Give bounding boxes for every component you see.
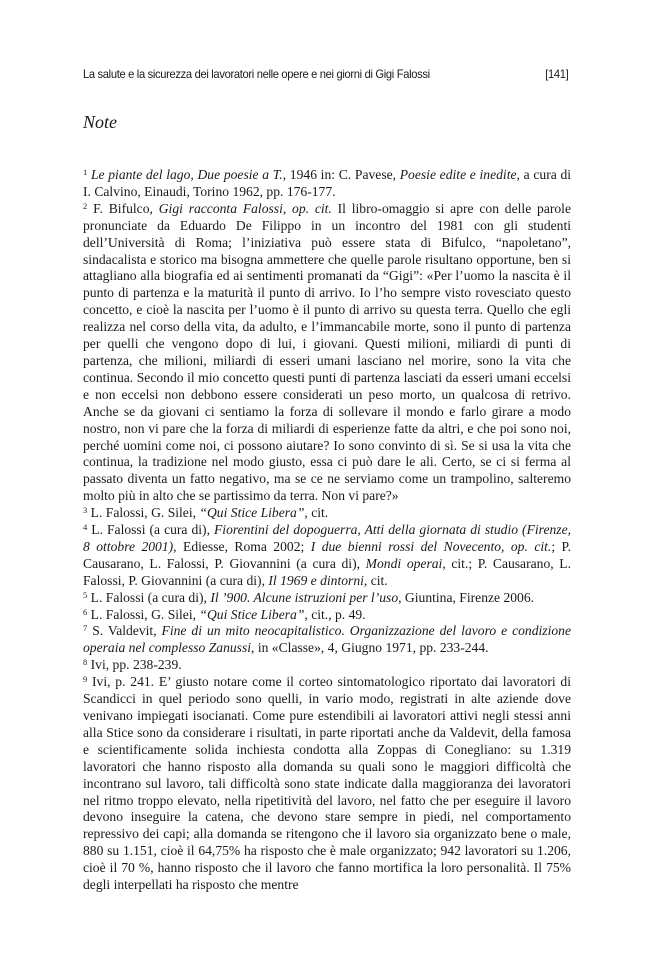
footnote-text: , cit. (363, 572, 388, 588)
footnote (83, 505, 571, 522)
footnote-text: , a cura di I. Calvino, Einaudi, Torino 1962, pp. 176-177. (83, 167, 572, 199)
footnote (83, 590, 571, 607)
footnote-number: 5 (83, 589, 88, 600)
footnote-text: L. Falossi, G. Silei, (90, 606, 200, 622)
footnote-text: L. Falossi (a cura di), (91, 522, 214, 538)
running-header (83, 67, 569, 83)
footnote-number: 8 (83, 657, 88, 668)
footnote (83, 674, 571, 894)
section-title: Note (83, 112, 117, 132)
footnote (83, 607, 571, 624)
footnote (83, 201, 571, 505)
footnote-text: , cit., p. 49. (304, 606, 366, 622)
footnote-italic-text: “Qui Stice Libera” (199, 606, 305, 622)
running-title: La salute e la sicurezza dei lavoratori nelle opere e nei giorni di Gigi Falossi (83, 67, 430, 81)
footnote-italic-text: Poesie edite e inedite (399, 167, 517, 182)
footnote-text: ; P. Causarano, L. Falossi, P. Giovannini (a cura di), (83, 538, 571, 571)
footnote-text: , cit.; P. Causarano, L. Falossi, P. Giovannini (a cura di), (83, 555, 571, 588)
footnote-italic-text: Le piante del lago, Due poesie a T. (90, 167, 283, 182)
footnote (83, 623, 571, 657)
footnote-text: Il libro-omaggio si apre con delle parole pronunciate da Eduardo De Filippo in un incontro del 1981 con gli studenti dell’Università di Roma; l’iniziativa può essere stata di Bifulco, “napoletano”, sindacalista e storico ma bisogna ammettere che quelle parole risultano opportune, ben si attagliano alla biografia ed ai sentimenti promanati da “Gigi”: «Per l’uomo la nascita è il punto di partenza e la maturità il punto di arrivo. Io l’ho sempre visto rovesciato questo concetto, e cioè la nascita per l’uomo è il punto di arrivo su questa terra. Quello che egli realizza nel corso della vita, da adulto, e l’immancabile morte, sono il punto di partenza per quelli che vengono dopo di lui, i giovani. Questi milioni, miliardi di punti di partenza, che milioni, miliardi di esseri umani lasciano nel morire, sono la vita che continua. Secondo il mio concetto questi punti di partenza lasciati da esseri umani eccelsi e non eccelsi non debbono essere considerati un peso morto, un qualcosa di retrivo. Anche se da giovani ci sentiamo la forza di sollevare il mondo e farlo girare a modo nostro, non vi pare che la forza di miliardi di esperienze fatte da altri, e che poi sono noi, perché uomini come noi, ci possono aiutare? Io sono convinto di sì. Se si usa la vita che continua, la tradizione nel modo giusto, essa ci può dare le ali. Certo, se ci si ferma al passato diventa un fatto negativo, ma se ce ne serviamo come un trampolino, salteremo molto più in alto che se partissimo da terra. Non vi pare?» (83, 200, 571, 504)
page-number: [141] (545, 67, 569, 81)
footnote-number: 6 (83, 606, 88, 617)
footnote-italic-text: Gigi racconta Falossi, op. cit. (158, 200, 332, 216)
footnote-text: , cit. (304, 505, 329, 521)
footnote-italic-text: Mondi operai (365, 555, 443, 571)
footnote (83, 657, 571, 674)
footnote-text: Ivi, p. 241. E’ giusto notare come il corteo sintomatologico riportato dai lavoratori di Scandicci in quel periodo sono quelli, in vario modo, registrati in alte aziende dove venivano impiegati isocianati. Come pure estendibili ai lavoratori attivi negli stessi anni alla Stice sono da considerare i risultati, in parte riportati anche da Valdevit, della famosa e scientificamente solida inchiesta condotta alla Zoppas di Conegliano: su 1.319 lavoratori che hanno risposto alla domanda su quali sono le maggiori difficoltà che incontrano sul lavoro, tali difficoltà sono state indicate dalla maggioranza dei lavoratori nel ritmo troppo elevato, nella ripetitività del lavoro, nel fatto che per eseguire il lavoro devono inseguire la catena, che devono stare sempre in piedi, nel comportamento repressivo dei capi; alla domanda se ritengono che il lavoro sia organizzato bene o male, 880 su 1.151, cioè il 64,75% ha risposto che è male organizzato; 942 lavoratori su 1.206, cioè il 70 %, hanno risposto che il lavoro che fanno mortifica la loro personalità. Il 75% degli interpellati ha risposto che mentre (83, 674, 571, 893)
footnote-text: Ivi, pp. 238-239. (90, 657, 182, 673)
footnote-italic-text: Fine di un mito neocapitalistico. Organizzazione del lavoro e condizione operaia nel complesso Zanussi (83, 623, 571, 656)
footnote-number: 3 (83, 505, 88, 516)
footnote-text: S. Valdevit, (92, 623, 162, 639)
footnote-italic-text: “Qui Stice Libera” (199, 505, 305, 521)
footnote-number: 2 (83, 200, 88, 211)
footnote-text: L. Falossi, G. Silei, (90, 505, 200, 521)
footnote-italic-text: Il 1969 e dintorni (268, 572, 364, 588)
footnote (83, 522, 571, 590)
notes-list (83, 167, 571, 894)
footnote-text: , in «Classe», 4, Giugno 1971, pp. 233-244. (251, 640, 489, 656)
footnote-italic-text: Fiorentini del dopoguerra, Atti della giornata di studio (Firenze, 8 ottobre 2001) (83, 522, 572, 554)
footnote-number: 9 (83, 674, 88, 685)
footnote-text: , Ediesse, Roma 2002; (173, 538, 311, 554)
footnote-text: , 1946 in: C. Pavese, (282, 167, 400, 182)
footnote (83, 167, 571, 201)
footnote-text: L. Falossi (a cura di), (90, 589, 211, 605)
footnote-text: F. Bifulco, (93, 200, 159, 216)
footnote-number: 4 (83, 522, 88, 533)
footnote-italic-text: Il ’900. Alcune istruzioni per l’uso (210, 589, 399, 605)
footnote-text: , Giuntina, Firenze 2006. (398, 589, 535, 605)
footnote-number: 1 (83, 167, 88, 177)
footnote-italic-text: I due bienni rossi del Novecento, op. cit. (310, 538, 552, 554)
footnote-number: 7 (83, 623, 88, 634)
